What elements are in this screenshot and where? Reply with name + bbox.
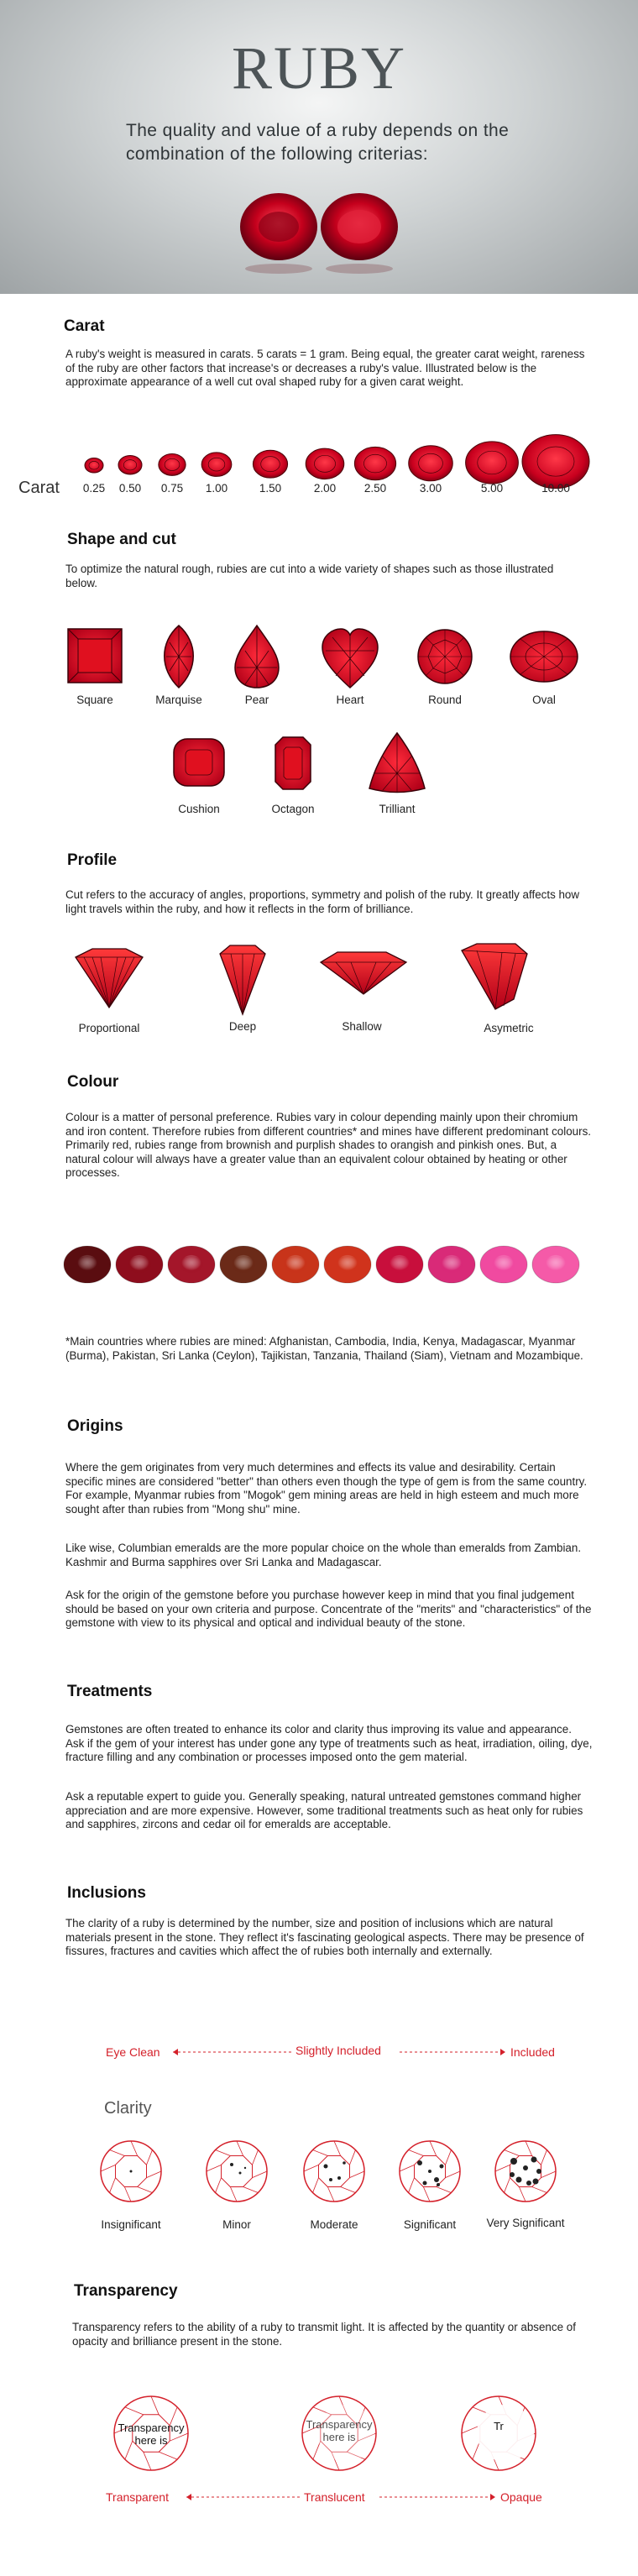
scale-included: Included [510,2045,555,2059]
transparency-heading: Transparency [74,2282,178,2300]
carat-gem-icon [85,458,103,473]
cushion-gem-icon [174,739,224,786]
clarity-diagram-icon [495,2141,556,2202]
colour-swatch [532,1246,579,1283]
clarity-diagram-icon [207,2141,267,2202]
scale-eye-clean: Eye Clean [106,2045,160,2059]
clarity-grade-label: Minor [222,2218,251,2231]
colour-text: Colour is a matter of personal preference. Rubies vary in colour depending mainly upon their chromium and iron content. Therefore rubies from different countries* and mines have different predominant colours. Primarily red, rubies range from brownish and purplish shades to orangish and pinkish ones. But, a natural colour will always have a greater value than an equivalent colour obtained by heating or other processes. [65,1111,591,1179]
round-gem-icon [418,630,472,683]
carat-weight-label: 0.75 [160,482,184,495]
square-gem-icon [68,629,122,683]
hero-ruby-pair [235,186,403,279]
carat-gem-icon [201,453,232,477]
profile-heading: Profile [67,851,118,869]
origins-text-1: Where the gem originates from very much determines and effects its value and desirability. Certain specific mines are considered "better" than others even though the type of gem is from the same country. For example, Myanmar rubies from "Mogok" gem mining areas are held in high esteem and much more sought after than rubies from "Mong shu" mine. [65,1461,588,1516]
transparency-diagram-icon [462,2396,536,2470]
page-title: RUBY [231,34,407,102]
colour-swatch [168,1246,215,1283]
carat-weight-label: 10.00 [541,482,570,495]
carat-axis-label: Carat [18,479,60,497]
profile-label: Shallow [342,1020,382,1033]
oval-gem-icon [510,631,578,682]
carat-gem-icon [159,453,186,475]
colour-swatch [116,1246,163,1283]
carat-gem-icon [466,442,519,484]
scale-translucent: Translucent [304,2490,365,2504]
colour-swatch [480,1246,527,1283]
shape-text: To optimize the natural rough, rubies are cut into a wide variety of shapes such as those illustrated below. [65,563,554,589]
carat-gem-icon [253,450,287,478]
colour-swatch [64,1246,111,1283]
carat-heading: Carat [64,317,105,335]
scale-transparent: Transparent [106,2490,169,2504]
profile-text: Cut refers to the accuracy of angles, proportions, symmetry and polish of the ruby. It greatly affects how light travels within the ruby, and how it reflects in the form of brilliance. [65,888,580,915]
treatments-text-1: Gemstones are often treated to enhance its color and clarity thus improving its value and appearance. Ask if the gem of your interest has under gone any type of treatments such as heat, irradiation, oiling, dye, fracture filling and any combination or processes imposed onto the gem material. [65,1723,593,1763]
clarity-diagram-icon [304,2141,364,2202]
carat-gem-icon [522,435,589,489]
carat-text: A ruby's weight is measured in carats. 5 carats = 1 gram. Being equal, the greater carat weight, rareness of the ruby are other factors that increase's or decreases a ruby's value. Illustrated below is the approximate appearance of a well cut oval shaped ruby for a given carat weight. [65,348,585,388]
proportional-profile-icon [76,949,143,1008]
shape-label: Cushion [178,803,220,815]
shape-label: Octagon [271,803,315,815]
deep-profile-icon [220,945,265,1014]
scale-slightly-included: Slightly Included [295,2044,381,2057]
opaque-sample-text: Tr [494,2420,504,2432]
asymetric-profile-icon [462,944,527,1009]
clarity-grade-label: Significant [403,2218,457,2231]
carat-weight-label: 0.50 [118,482,142,495]
clarity-grade-label: Insignificant [101,2218,161,2231]
origins-text-3: Ask for the origin of the gemstone before you purchase however keep in mind that you final judgement should be based on your own criteria and purpose. Concentrate of the "merits" and "characteristics" of the gemstone with view to its physical and optical and individual beauty of the stone. [65,1589,592,1629]
carat-gem-icon [118,456,142,474]
origins-heading: Origins [67,1417,123,1435]
colour-footnote: *Main countries where rubies are mined: Afghanistan, Cambodia, India, Kenya, Madagascar, Myanmar (Burma), Pakistan, Sri Lanka (Ceylon), Tajikistan, Tanzania, Thailand (Siam), Vietnam and Mozambique. [65,1335,583,1362]
colour-swatch [220,1246,267,1283]
hero-banner [0,0,638,294]
clarity-diagram-icon [101,2141,161,2202]
colour-swatch [272,1246,319,1283]
carat-weight-label: 2.50 [363,482,387,495]
carat-gem-icon [409,446,452,481]
carat-weight-label: 2.00 [313,482,337,495]
shallow-profile-icon [321,952,406,994]
scale-opaque: Opaque [500,2490,542,2504]
profile-label: Proportional [78,1022,140,1034]
carat-weight-label: 0.25 [82,482,106,495]
clarity-diagrams [0,2131,638,2215]
carat-weight-label: 1.50 [259,482,282,495]
colour-swatches [0,1241,638,1291]
shape-label: Heart [336,694,364,706]
inclusions-text: The clarity of a ruby is determined by the number, size and position of inclusions which are natural materials present in the stone. They reflect it's fascinating geological aspects. There may be presence of fissures, fractures and cavities which affect the of rubies both internally and externally. [65,1917,584,1957]
shape-label: Pear [244,694,269,706]
treatments-text-2: Ask a reputable expert to guide you. Generally speaking, natural untreated gemstones command higher appreciation and are more expensive. However, some traditional treatments such as heat only for rubies and sapphires, zircons and cedar oil for emeralds are acceptable. [65,1790,583,1830]
carat-weight-label: 3.00 [419,482,442,495]
shape-gallery [0,617,638,814]
colour-swatch [324,1246,371,1283]
profile-label: Asymetric [484,1022,534,1034]
trilliant-gem-icon [369,733,425,793]
clarity-diagram-icon [400,2141,460,2202]
inclusions-heading: Inclusions [67,1884,146,1902]
clarity-grade-label: Moderate [310,2218,358,2231]
clarity-label: Clarity [104,2099,152,2118]
heart-gem-icon [322,629,378,688]
treatments-heading: Treatments [67,1683,153,1700]
shape-label: Marquise [155,694,202,706]
shape-label: Trilliant [379,803,416,815]
pear-gem-icon [235,626,279,688]
shape-label: Square [76,694,113,706]
carat-gem-icon [306,448,344,479]
profile-gallery [0,940,638,1016]
carat-gem-icon [354,447,395,479]
transparency-text: Transparency refers to the ability of a ruby to transmit light. It is affected by the quantity or absence of opacity and brilliance present in the stone. [72,2321,576,2348]
shape-label: Round [428,694,462,706]
colour-swatch [428,1246,475,1283]
colour-heading: Colour [67,1073,119,1091]
profile-label: Deep [228,1020,257,1033]
transparent-sample-text: Transparency here is [118,2422,185,2447]
carat-weight-label: 1.00 [205,482,228,495]
carat-weight-label: 5.00 [480,482,504,495]
marquise-gem-icon [165,626,194,688]
shape-label: Oval [532,694,556,706]
octagon-gem-icon [275,737,311,789]
clarity-grade-label: Very Significant [486,2217,565,2229]
translucent-sample-text: Transparency here is [306,2418,373,2443]
origins-text-2: Like wise, Columbian emeralds are the more popular choice on the whole than emeralds from Zambian. Kashmir and Burma sapphires over Sri Lanka and Madagascar. [65,1542,582,1568]
page-subtitle: The quality and value of a ruby depends on the combination of the following criterias: [126,121,510,164]
shape-heading: Shape and cut [67,531,176,548]
colour-swatch [376,1246,423,1283]
